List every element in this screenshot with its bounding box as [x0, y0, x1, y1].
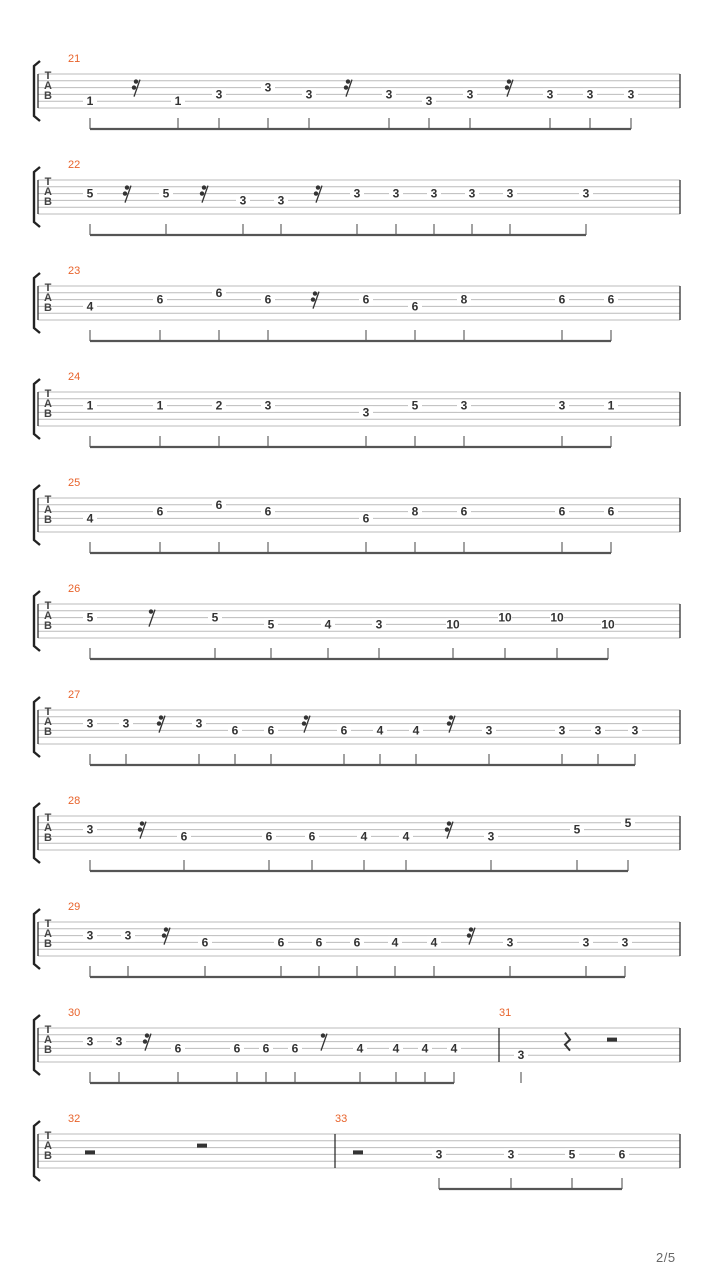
fret-number: 6: [265, 829, 273, 844]
tab-clef-letter: B: [44, 726, 52, 738]
measure-number: 28: [68, 795, 81, 807]
tab-system: [34, 689, 680, 765]
fret-number: 3: [558, 723, 566, 738]
tab-clef-letter: B: [44, 90, 52, 102]
fret-number: 2: [215, 398, 223, 413]
fret-number: 3: [353, 186, 361, 201]
fret-number: 10: [601, 617, 615, 632]
tab-clef-letter: B: [44, 302, 52, 314]
fret-number: 1: [86, 398, 94, 413]
tab-clef-letter: T: [44, 388, 52, 400]
fret-number: 3: [277, 193, 285, 208]
tab-clef-letter: B: [44, 408, 52, 420]
fret-number: 6: [411, 299, 419, 314]
fret-number: 5: [86, 186, 94, 201]
tab-system: [34, 53, 680, 129]
system-bracket: [34, 61, 40, 121]
fret-number: 5: [411, 398, 419, 413]
measure-number: 23: [68, 265, 81, 277]
system-bracket: [34, 591, 40, 651]
fret-number: 3: [86, 716, 94, 731]
fret-number: 6: [262, 1041, 270, 1056]
system-bracket: [34, 379, 40, 439]
tab-clef-letter: A: [44, 822, 52, 834]
fret-number: 3: [239, 193, 247, 208]
half-rest: [607, 1038, 617, 1042]
fret-number: 6: [156, 292, 164, 307]
tab-clef-letter: T: [44, 282, 52, 294]
system-bracket: [34, 273, 40, 333]
tab-system: [34, 1007, 680, 1083]
measure-number: 32: [68, 1113, 81, 1125]
fret-number: 6: [201, 935, 209, 950]
measure-number: 24: [68, 371, 81, 383]
fret-number: 3: [558, 398, 566, 413]
fret-number: 6: [607, 504, 615, 519]
fret-number: 3: [487, 829, 495, 844]
system-bracket: [34, 909, 40, 969]
fret-number: 5: [162, 186, 170, 201]
fret-number: 3: [594, 723, 602, 738]
fret-number: 6: [353, 935, 361, 950]
tab-clef-letter: T: [44, 1130, 52, 1142]
fret-number: 6: [267, 723, 275, 738]
fret-number: 10: [550, 610, 564, 625]
tab-clef-letter: T: [44, 70, 52, 82]
fret-number: 1: [174, 94, 182, 109]
fret-number: 8: [460, 292, 468, 307]
measure-number: 30: [68, 1007, 81, 1019]
fret-number: 4: [402, 829, 410, 844]
fret-number: 6: [607, 292, 615, 307]
fret-number: 3: [195, 716, 203, 731]
fret-number: 1: [607, 398, 615, 413]
fret-number: 4: [356, 1041, 364, 1056]
fret-number: 3: [546, 87, 554, 102]
tab-system: [34, 583, 680, 659]
tab-clef-letter: T: [44, 812, 52, 824]
fret-number: 10: [446, 617, 460, 632]
fret-number: 6: [233, 1041, 241, 1056]
fret-number: 4: [391, 935, 399, 950]
fret-number: 3: [621, 935, 629, 950]
fret-number: 4: [392, 1041, 400, 1056]
system-bracket: [34, 1121, 40, 1181]
fret-number: 5: [573, 822, 581, 837]
fret-number: 3: [425, 94, 433, 109]
measure-number: 29: [68, 901, 81, 913]
measure-number: 31: [499, 1007, 512, 1019]
fret-number: 3: [631, 723, 639, 738]
tab-system: [34, 371, 680, 447]
fret-number: 4: [324, 617, 332, 632]
fret-number: 4: [450, 1041, 458, 1056]
fret-number: 3: [582, 186, 590, 201]
tab-clef-letter: A: [44, 716, 52, 728]
fret-number: 4: [421, 1041, 429, 1056]
fret-number: 6: [264, 292, 272, 307]
fret-number: 3: [586, 87, 594, 102]
half-rest: [197, 1144, 207, 1148]
fret-number: 5: [86, 610, 94, 625]
measure-number: 25: [68, 477, 81, 489]
tab-clef-letter: B: [44, 1044, 52, 1056]
tab-system: [34, 265, 680, 341]
fret-number: 4: [360, 829, 368, 844]
fret-number: 3: [392, 186, 400, 201]
measure-number: 33: [335, 1113, 348, 1125]
fret-number: 3: [385, 87, 393, 102]
fret-number: 4: [86, 299, 94, 314]
tab-clef-letter: A: [44, 80, 52, 92]
fret-number: 1: [86, 94, 94, 109]
system-bracket: [34, 697, 40, 757]
fret-number: 6: [231, 723, 239, 738]
fret-number: 6: [362, 511, 370, 526]
fret-number: 3: [264, 398, 272, 413]
tab-clef-letter: T: [44, 918, 52, 930]
tab-clef-letter: A: [44, 928, 52, 940]
tab-clef-letter: A: [44, 504, 52, 516]
tab-clef-letter: B: [44, 938, 52, 950]
fret-number: 6: [174, 1041, 182, 1056]
fret-number: 3: [305, 87, 313, 102]
fret-number: 4: [412, 723, 420, 738]
fret-number: 3: [435, 1147, 443, 1162]
fret-number: 3: [507, 1147, 515, 1162]
fret-number: 6: [264, 504, 272, 519]
fret-number: 3: [86, 1034, 94, 1049]
tab-clef-letter: A: [44, 1034, 52, 1046]
tab-clef-letter: B: [44, 1150, 52, 1162]
tab-system: [34, 159, 680, 235]
tab-clef-letter: B: [44, 514, 52, 526]
tab-clef-letter: T: [44, 494, 52, 506]
measure-number: 22: [68, 159, 81, 171]
tab-system: [34, 1113, 680, 1189]
fret-number: 3: [86, 822, 94, 837]
tab-clef-letter: A: [44, 398, 52, 410]
fret-number: 3: [466, 87, 474, 102]
measure-number: 21: [68, 53, 81, 65]
fret-number: 3: [468, 186, 476, 201]
tab-clef-letter: B: [44, 196, 52, 208]
fret-number: 1: [156, 398, 164, 413]
fret-number: 3: [86, 928, 94, 943]
fret-number: 6: [215, 497, 223, 512]
tab-clef-letter: T: [44, 176, 52, 188]
tab-clef-letter: A: [44, 186, 52, 198]
tab-clef-letter: A: [44, 610, 52, 622]
tab-clef-letter: T: [44, 600, 52, 612]
fret-number: 3: [485, 723, 493, 738]
tab-clef-letter: T: [44, 706, 52, 718]
fret-number: 5: [624, 815, 632, 830]
fret-number: 8: [411, 504, 419, 519]
fret-number: 5: [267, 617, 275, 632]
fret-number: 3: [582, 935, 590, 950]
half-rest: [353, 1150, 363, 1154]
tab-clef-letter: B: [44, 620, 52, 632]
fret-number: 3: [215, 87, 223, 102]
tab-clef-letter: A: [44, 292, 52, 304]
system-bracket: [34, 803, 40, 863]
fret-number: 4: [430, 935, 438, 950]
fret-number: 4: [86, 511, 94, 526]
tab-clef-letter: B: [44, 832, 52, 844]
fret-number: 10: [498, 610, 512, 625]
system-bracket: [34, 167, 40, 227]
fret-number: 6: [156, 504, 164, 519]
fret-number: 6: [558, 292, 566, 307]
fret-number: 6: [460, 504, 468, 519]
fret-number: 3: [430, 186, 438, 201]
measure-number: 26: [68, 583, 81, 595]
fret-number: 6: [291, 1041, 299, 1056]
fret-number: 3: [122, 716, 130, 731]
fret-number: 3: [517, 1048, 525, 1063]
fret-number: 6: [558, 504, 566, 519]
fret-number: 5: [568, 1147, 576, 1162]
fret-number: 3: [362, 405, 370, 420]
page-number: 2/5: [656, 1250, 676, 1265]
fret-number: 3: [506, 186, 514, 201]
fret-number: 3: [375, 617, 383, 632]
fret-number: 6: [308, 829, 316, 844]
fret-number: 3: [627, 87, 635, 102]
fret-number: 6: [618, 1147, 626, 1162]
tab-system: [34, 795, 680, 871]
measure-number: 27: [68, 689, 81, 701]
system-bracket: [34, 485, 40, 545]
tab-system: [34, 477, 680, 553]
fret-number: 3: [264, 80, 272, 95]
fret-number: 5: [211, 610, 219, 625]
tab-clef-letter: T: [44, 1024, 52, 1036]
fret-number: 6: [180, 829, 188, 844]
system-bracket: [34, 1015, 40, 1075]
half-rest: [85, 1150, 95, 1154]
fret-number: 6: [362, 292, 370, 307]
fret-number: 4: [376, 723, 384, 738]
fret-number: 3: [124, 928, 132, 943]
fret-number: 3: [506, 935, 514, 950]
fret-number: 6: [340, 723, 348, 738]
fret-number: 3: [460, 398, 468, 413]
fret-number: 3: [115, 1034, 123, 1049]
fret-number: 6: [315, 935, 323, 950]
tab-clef-letter: A: [44, 1140, 52, 1152]
fret-number: 6: [215, 285, 223, 300]
fret-number: 6: [277, 935, 285, 950]
tab-system: [34, 901, 680, 977]
